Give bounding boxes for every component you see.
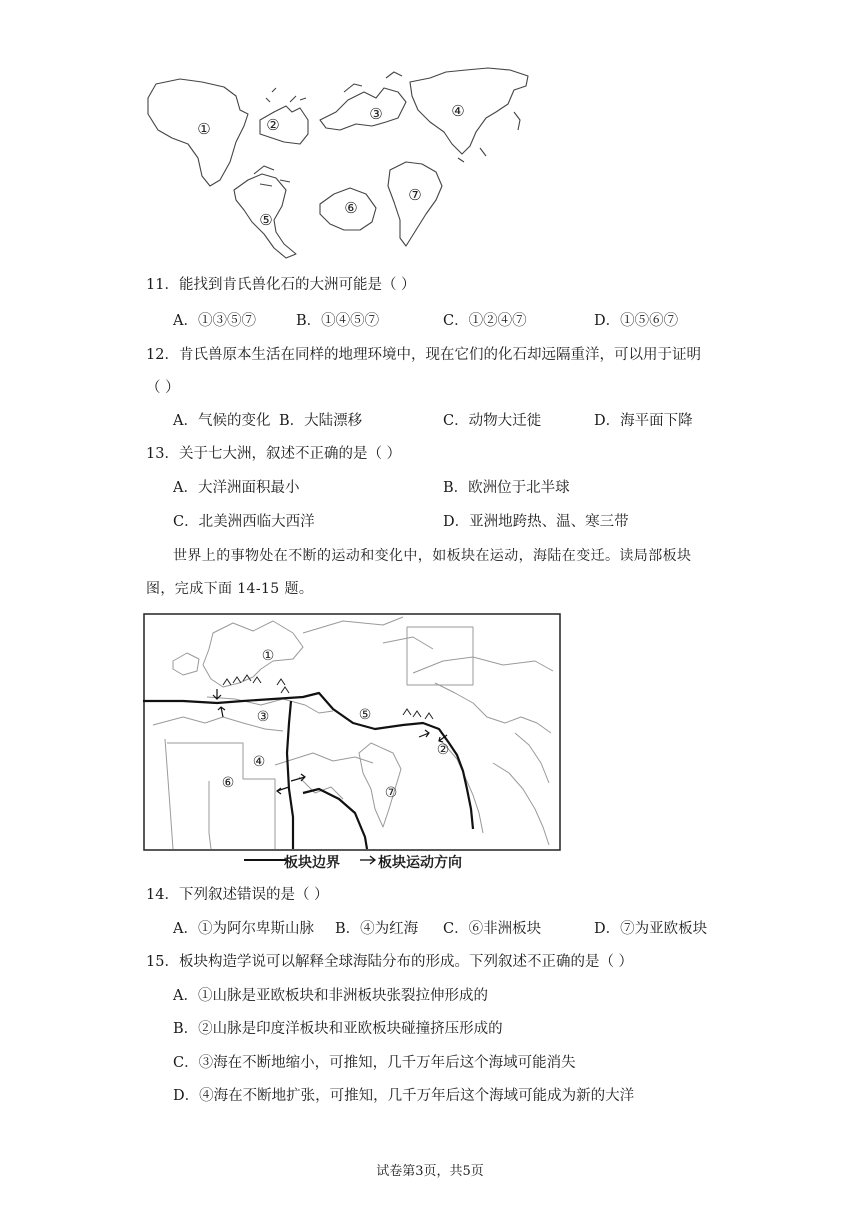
map1-marker-7: ⑦ xyxy=(408,186,422,204)
asia-outline xyxy=(410,68,528,154)
q12-option-c[interactable]: C．动物大迁徙 xyxy=(443,413,542,429)
q13-option-d[interactable]: D．亚洲地跨热、温、寒三带 xyxy=(443,514,629,530)
question-15-text: 板块构造学说可以解释全球海陆分布的形成。下列叙述不正确的是（ ） xyxy=(178,954,634,970)
question-13 xyxy=(146,444,401,464)
question-11-number: 11． xyxy=(146,277,179,293)
continents-map xyxy=(140,62,535,264)
q14-option-d[interactable]: D．⑦为亚欧板块 xyxy=(594,921,708,937)
legend-direction-label: 板块运动方向 xyxy=(378,855,462,871)
map2-marker-6: ⑥ xyxy=(221,775,235,791)
map1-marker-5: ⑤ xyxy=(259,211,273,229)
map1-marker-6: ⑥ xyxy=(344,199,358,217)
question-12 xyxy=(146,345,701,365)
q11-option-a[interactable]: A．①③⑤⑦ xyxy=(173,313,256,329)
legend-boundary-label: 板块边界 xyxy=(284,855,340,871)
question-11-text: 能找到肯氏兽化石的大洲可能是（ ） xyxy=(178,277,416,293)
map2-marker-5: ⑤ xyxy=(358,707,372,723)
q12-option-b[interactable]: B．大陆漂移 xyxy=(279,413,363,429)
q12-option-d[interactable]: D．海平面下降 xyxy=(594,413,693,429)
q12-option-a[interactable]: A．气候的变化 xyxy=(173,413,271,429)
q13-option-b[interactable]: B．欧洲位于北半球 xyxy=(443,480,570,496)
map1-marker-2: ② xyxy=(266,116,280,134)
q14-option-b[interactable]: B．④为红海 xyxy=(335,921,419,937)
motion-arrow-icon xyxy=(360,855,378,865)
q15-option-c[interactable]: C．③海在不断地缩小，可推知，几千万年后这个海域可能消失 xyxy=(173,1055,576,1071)
map2-marker-2: ② xyxy=(436,742,450,758)
map1-marker-3: ③ xyxy=(369,105,383,123)
question-12-blank: （ ） xyxy=(146,380,180,396)
map2-marker-1: ① xyxy=(261,648,275,664)
q11-option-b[interactable]: B．①④⑤⑦ xyxy=(296,313,380,329)
question-13-number: 13． xyxy=(146,446,179,462)
q13-option-a[interactable]: A．大洋洲面积最小 xyxy=(173,480,300,496)
map2-marker-3: ③ xyxy=(256,709,270,725)
europe-outline xyxy=(320,88,406,130)
question-13-text: 关于七大洲，叙述不正确的是（ ） xyxy=(178,446,402,462)
q15-option-a[interactable]: A．①山脉是亚欧板块和非洲板块张裂拉伸形成的 xyxy=(173,988,488,1004)
question-15 xyxy=(146,952,633,972)
q14-option-a[interactable]: A．①为阿尔卑斯山脉 xyxy=(173,921,314,937)
map1-marker-1: ① xyxy=(197,120,211,138)
q15-option-d[interactable]: D．④海在不断地扩张，可推知，几千万年后这个海域可能成为新的大洋 xyxy=(173,1088,635,1104)
map1-marker-4: ④ xyxy=(451,102,465,120)
q11-option-d[interactable]: D．①⑤⑥⑦ xyxy=(594,313,679,329)
south-america-outline xyxy=(388,162,442,246)
question-12-text: 肯氏兽原本生活在同样的地理环境中，现在它们的化石却远隔重洋，可以用于证明 xyxy=(178,347,701,363)
q15-option-b[interactable]: B．②山脉是印度洋板块和亚欧板块碰撞挤压形成的 xyxy=(173,1021,503,1037)
question-14-text: 下列叙述错误的是（ ） xyxy=(178,887,329,903)
boundary-line-icon xyxy=(244,858,286,862)
q11-option-c[interactable]: C．①②④⑦ xyxy=(443,313,527,329)
intro-line-1: 世界上的事物处在不断的运动和变化中，如板块在运动，海陆在变迁。读局部板块 xyxy=(173,548,692,564)
question-11 xyxy=(146,275,416,295)
page-footer: 试卷第3页，共5页 xyxy=(376,1164,484,1179)
question-12-number: 12． xyxy=(146,347,179,363)
map2-marker-4: ④ xyxy=(252,754,266,770)
plate-map-legend xyxy=(244,852,476,870)
question-14 xyxy=(146,885,329,905)
map2-marker-7: ⑦ xyxy=(384,785,398,801)
q14-option-c[interactable]: C．⑥非洲板块 xyxy=(443,921,542,937)
question-14-number: 14． xyxy=(146,887,179,903)
q13-option-c[interactable]: C．北美洲西临大西洋 xyxy=(173,514,315,530)
question-15-number: 15． xyxy=(146,954,179,970)
plate-map xyxy=(143,613,561,851)
intro-line-2: 图，完成下面 14-15 题。 xyxy=(146,581,314,597)
